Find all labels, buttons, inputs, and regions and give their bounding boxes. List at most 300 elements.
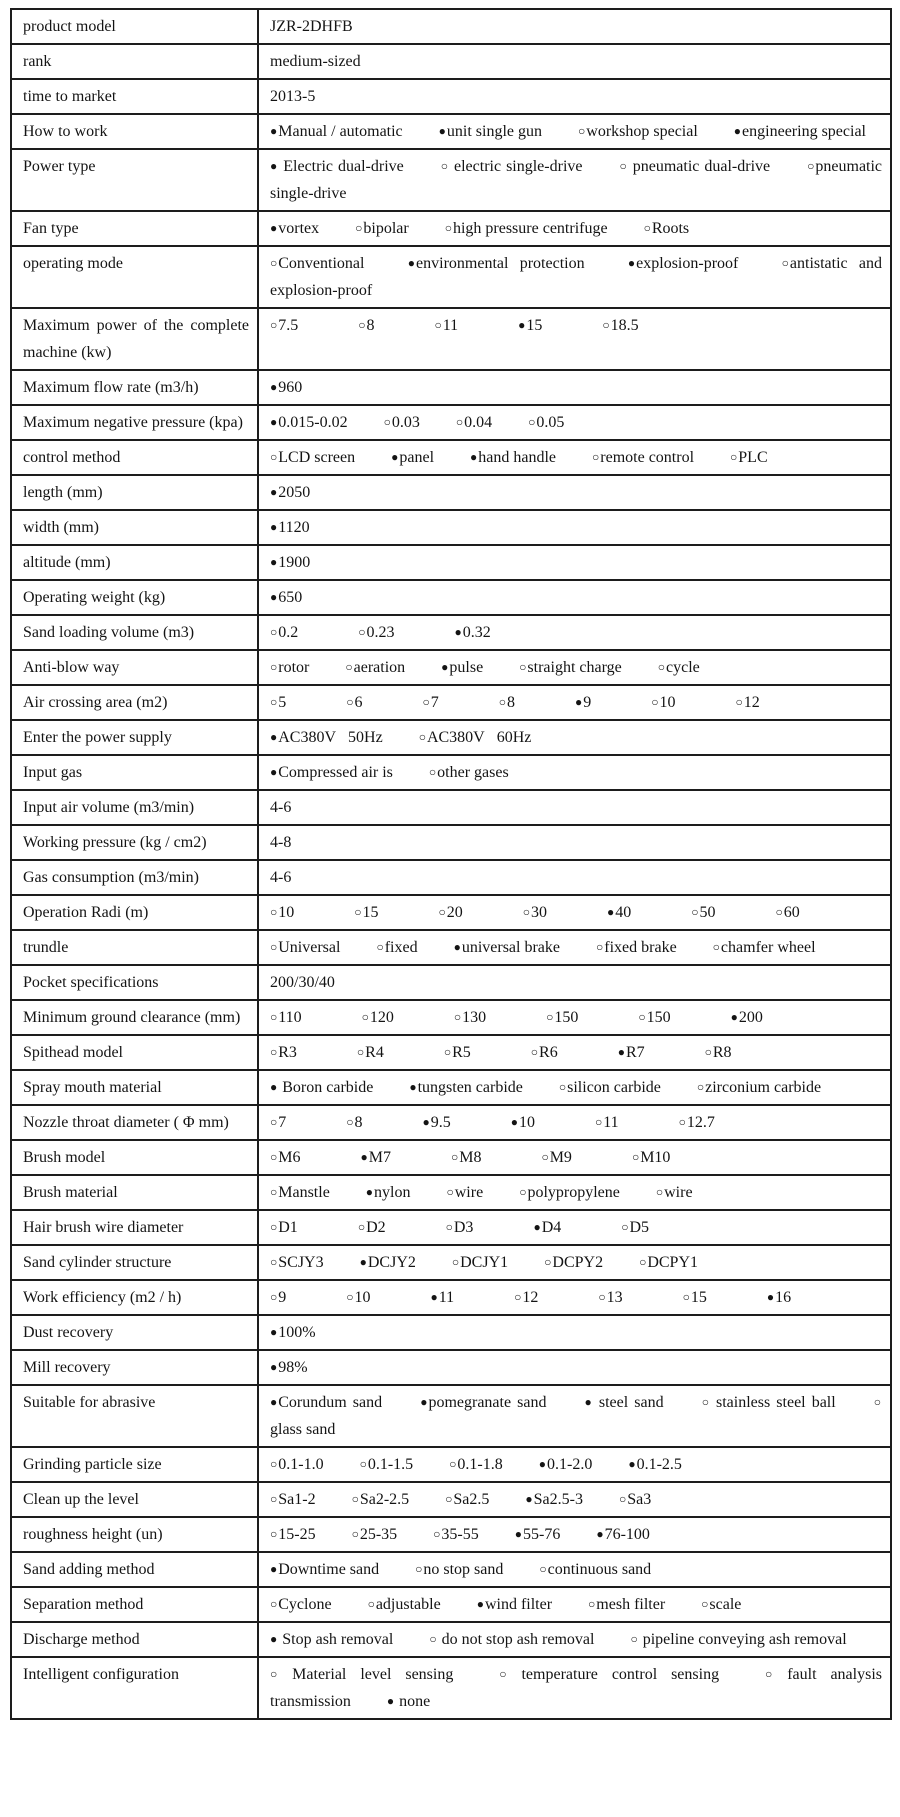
radio-unselected-icon: ○ [445,1220,453,1234]
radio-selected-icon: ● [270,555,278,569]
spec-option: ●vortex [270,220,319,237]
spec-value [258,720,891,755]
spec-option: ○aeration [345,659,405,676]
spec-option: ○DCPY2 [544,1254,603,1271]
spec-option: ● Stop ash removal [270,1631,393,1648]
radio-selected-icon: ● [270,1395,278,1409]
radio-selected-icon: ● [441,660,449,674]
table-row [11,1175,891,1210]
spec-label: Intelligent configuration [11,1657,258,1719]
spec-value [258,1245,891,1280]
spec-value [258,860,891,895]
radio-unselected-icon: ○ [270,660,278,674]
radio-selected-icon: ● [391,450,399,464]
radio-selected-icon: ● [627,256,636,270]
spec-option: ○8 [358,317,374,334]
spec-option: ○8 [499,694,515,711]
radio-unselected-icon: ○ [630,1632,638,1646]
radio-unselected-icon: ○ [701,1395,709,1409]
radio-selected-icon: ● [733,124,742,138]
radio-selected-icon: ● [476,1597,484,1611]
spec-option: ●650 [270,589,302,606]
spec-value [258,475,891,510]
spec-option: ○high pressure centrifuge [445,220,608,237]
spec-value [258,1587,891,1622]
spec-value [258,1517,891,1552]
radio-unselected-icon: ○ [453,1010,462,1024]
radio-unselected-icon: ○ [270,695,278,709]
radio-unselected-icon: ○ [592,450,600,464]
spec-label: Anti-blow way [11,650,258,685]
radio-unselected-icon: ○ [446,1185,454,1199]
spec-option: ○60 [776,904,800,921]
table-row [11,1245,891,1280]
spec-option: ●pulse [441,659,483,676]
spec-option: ○ pneumatic dual-drive [620,158,771,175]
spec-option: ○cycle [658,659,700,676]
spec-option: ○Universal [270,939,340,956]
radio-selected-icon: ● [386,1694,395,1708]
table-row [11,1350,891,1385]
radio-unselected-icon: ○ [631,1150,640,1164]
spec-value [258,1175,891,1210]
table-row [11,895,891,930]
spec-label: Maximum flow rate (m3/h) [11,370,258,405]
spec-option: ○Cyclone [270,1596,332,1613]
table-row [11,246,891,308]
spec-option: ○120 [362,1009,394,1026]
table-row [11,965,891,1000]
radio-selected-icon: ● [270,1360,278,1374]
spec-option: ○35-55 [433,1526,479,1543]
radio-selected-icon: ● [270,520,278,534]
spec-option: ●Corundum sand [270,1394,382,1411]
radio-unselected-icon: ○ [270,1220,278,1234]
table-row [11,1105,891,1140]
spec-option: ●D4 [533,1219,561,1236]
spec-option: ○ Material level sensing [270,1666,453,1683]
radio-selected-icon: ● [510,1115,518,1129]
spec-option: ○workshop special [578,123,698,140]
radio-unselected-icon: ○ [270,1527,278,1541]
table-row [11,650,891,685]
table-row [11,475,891,510]
spec-option: ○LCD screen [270,449,355,466]
spec-option: ●Sa2.5-3 [525,1491,583,1508]
radio-selected-icon: ● [409,1080,417,1094]
spec-option: ○M9 [541,1149,571,1166]
table-row [11,44,891,79]
radio-selected-icon: ● [360,1150,368,1164]
radio-unselected-icon: ○ [539,1562,547,1576]
spec-option: 4-6 [270,799,292,816]
spec-option: ○SCJY3 [270,1254,324,1271]
radio-selected-icon: ● [607,905,615,919]
radio-unselected-icon: ○ [514,1290,522,1304]
radio-unselected-icon: ○ [781,256,789,270]
spec-option: ○D2 [358,1219,386,1236]
radio-unselected-icon: ○ [443,1045,452,1059]
radio-selected-icon: ● [270,221,278,235]
radio-unselected-icon: ○ [351,1492,359,1506]
table-row [11,720,891,755]
radio-unselected-icon: ○ [429,1632,437,1646]
spec-label: Air crossing area (m2) [11,685,258,720]
spec-option: ○bipolar [355,220,409,237]
radio-unselected-icon: ○ [438,905,446,919]
spec-label: Brush material [11,1175,258,1210]
spec-value [258,211,891,246]
radio-unselected-icon: ○ [638,1010,646,1024]
spec-option: ●10 [511,1114,535,1131]
radio-selected-icon: ● [270,765,278,779]
table-row [11,1315,891,1350]
spec-option: ○6 [346,694,362,711]
spec-option: ○straight charge [519,659,622,676]
spec-label: Clean up the level [11,1482,258,1517]
spec-option: ● steel sand [585,1394,664,1411]
spec-option: ○Sa2.5 [445,1491,489,1508]
table-row [11,755,891,790]
radio-unselected-icon: ○ [530,1045,539,1059]
radio-unselected-icon: ○ [346,1290,354,1304]
table-row [11,1587,891,1622]
spec-option: 4-8 [270,834,292,851]
radio-unselected-icon: ○ [655,1185,664,1199]
spec-option: ●16 [767,1289,791,1306]
radio-unselected-icon: ○ [596,940,604,954]
radio-unselected-icon: ○ [873,1395,882,1409]
spec-option: ●engineering special [734,123,866,140]
spec-option: ○0.05 [528,414,564,431]
radio-unselected-icon: ○ [270,256,278,270]
spec-label: Nozzle throat diameter ( Φ mm) [11,1105,258,1140]
radio-unselected-icon: ○ [455,415,464,429]
spec-label: Operation Radi (m) [11,895,258,930]
radio-unselected-icon: ○ [270,905,278,919]
spec-option: ○D1 [270,1219,298,1236]
spec-value [258,1552,891,1587]
spec-value [258,308,891,370]
spec-option: ●11 [431,1289,455,1306]
spec-option: ○other gases [429,764,509,781]
spec-option: ○remote control [592,449,694,466]
radio-unselected-icon: ○ [445,1492,453,1506]
spec-option: ○5 [270,694,286,711]
spec-option: ●Downtime sand [270,1561,379,1578]
radio-unselected-icon: ○ [619,159,627,173]
spec-option: ○15-25 [270,1526,316,1543]
radio-selected-icon: ● [270,415,278,429]
spec-option: ○11 [435,317,459,334]
spec-value [258,1350,891,1385]
spec-label: control method [11,440,258,475]
spec-option: ●pomegranate sand [420,1394,546,1411]
spec-value [258,79,891,114]
table-row [11,825,891,860]
spec-option: ●explosion-proof [628,255,738,272]
spec-option: ○20 [439,904,463,921]
spec-option: ○0.03 [384,414,420,431]
radio-unselected-icon: ○ [270,1045,278,1059]
spec-label: roughness height (un) [11,1517,258,1552]
radio-unselected-icon: ○ [383,415,391,429]
spec-option: ○110 [270,1009,302,1026]
spec-label: Mill recovery [11,1350,258,1385]
table-row [11,211,891,246]
spec-option: ●0.32 [455,624,491,641]
spec-option: ○zirconium carbide [697,1079,821,1096]
table-row [11,1210,891,1245]
spec-option: ●0.015-0.02 [270,414,348,431]
spec-option: ●DCJY2 [360,1254,416,1271]
radio-unselected-icon: ○ [270,1492,278,1506]
radio-unselected-icon: ○ [449,1457,457,1471]
radio-selected-icon: ● [533,1220,541,1234]
radio-unselected-icon: ○ [451,1255,460,1269]
spec-option: ●2050 [270,484,310,501]
radio-unselected-icon: ○ [415,1562,423,1576]
radio-selected-icon: ● [766,1290,775,1304]
radio-unselected-icon: ○ [704,1045,712,1059]
spec-option: ○Conventional [270,255,364,272]
radio-selected-icon: ● [270,380,278,394]
spec-option: ●200 [731,1009,763,1026]
spec-option: ○0.1-1.5 [360,1456,414,1473]
radio-unselected-icon: ○ [701,1597,709,1611]
table-row [11,1000,891,1035]
spec-value [258,580,891,615]
spec-label: Maximum negative pressure (kpa) [11,405,258,440]
radio-selected-icon: ● [538,1457,546,1471]
radio-selected-icon: ● [270,1632,278,1646]
spec-label: Minimum ground clearance (mm) [11,1000,258,1035]
spec-option: ○DCPY1 [639,1254,698,1271]
radio-unselected-icon: ○ [735,695,743,709]
spec-label: Gas consumption (m3/min) [11,860,258,895]
spec-option: ○10 [651,694,675,711]
spec-label: Enter the power supply [11,720,258,755]
spec-option: ○30 [523,904,547,921]
spec-value [258,510,891,545]
radio-selected-icon: ● [270,1325,278,1339]
spec-option: ○7.5 [270,317,298,334]
spec-value [258,1657,891,1719]
spec-option: ●nylon [366,1184,411,1201]
radio-unselected-icon: ○ [444,221,452,235]
spec-option: ○mesh filter [588,1596,665,1613]
spec-label: Pocket specifications [11,965,258,1000]
spec-value [258,9,891,44]
radio-selected-icon: ● [584,1395,592,1409]
spec-option: ●environmental protection [408,255,585,272]
spec-value [258,1105,891,1140]
spec-label: Spray mouth material [11,1070,258,1105]
spec-label: Hair brush wire diameter [11,1210,258,1245]
radio-unselected-icon: ○ [528,415,536,429]
spec-option: ○chamfer wheel [713,939,816,956]
spec-option: ●universal brake [454,939,560,956]
radio-selected-icon: ● [518,318,526,332]
radio-unselected-icon: ○ [696,1080,705,1094]
spec-option: ○Roots [644,220,690,237]
radio-unselected-icon: ○ [691,905,699,919]
radio-unselected-icon: ○ [355,221,363,235]
spec-option: ○R8 [705,1044,732,1061]
spec-option: ○7 [423,694,439,711]
table-row [11,114,891,149]
radio-selected-icon: ● [470,450,478,464]
radio-unselected-icon: ○ [639,1255,647,1269]
radio-selected-icon: ● [596,1527,604,1541]
spec-value [258,825,891,860]
spec-option: ● none [387,1693,430,1710]
spec-option: ●M7 [360,1149,390,1166]
radio-unselected-icon: ○ [621,1220,629,1234]
radio-selected-icon: ● [270,124,278,138]
table-row [11,440,891,475]
radio-unselected-icon: ○ [440,159,448,173]
radio-unselected-icon: ○ [270,1185,278,1199]
spec-option: JZR-2DHFB [270,18,353,35]
spec-value [258,1280,891,1315]
spec-value [258,1315,891,1350]
spec-option: ○polypropylene [519,1184,620,1201]
spec-option: ●R7 [618,1044,645,1061]
spec-value [258,246,891,308]
spec-option: ●1900 [270,554,310,571]
spec-option: ○7 [270,1114,286,1131]
radio-selected-icon: ● [270,1562,278,1576]
spec-option: ○continuous sand [539,1561,651,1578]
radio-selected-icon: ● [359,1255,367,1269]
table-row [11,685,891,720]
spec-option: ○15 [354,904,378,921]
radio-unselected-icon: ○ [418,730,426,744]
table-row [11,370,891,405]
spec-option: ○0.1-1.0 [270,1456,324,1473]
spec-value [258,545,891,580]
spec-label: Suitable for abrasive [11,1385,258,1447]
radio-selected-icon: ● [270,159,278,173]
spec-option: 2013-5 [270,88,316,105]
spec-option: ○11 [595,1114,619,1131]
spec-option: ●0.1-2.5 [628,1456,682,1473]
radio-unselected-icon: ○ [775,905,783,919]
spec-option: ●1120 [270,519,310,536]
radio-unselected-icon: ○ [730,450,738,464]
spec-option: ○50 [691,904,715,921]
spec-value [258,615,891,650]
radio-unselected-icon: ○ [598,1290,606,1304]
table-row [11,510,891,545]
radio-unselected-icon: ○ [270,450,278,464]
radio-unselected-icon: ○ [712,940,720,954]
spec-option: ○fixed brake [596,939,677,956]
spec-option: ○13 [598,1289,622,1306]
spec-option: ●panel [391,449,434,466]
radio-unselected-icon: ○ [643,221,651,235]
radio-unselected-icon: ○ [558,1080,567,1094]
radio-unselected-icon: ○ [546,1010,554,1024]
spec-option: ○ electric single-drive [441,158,583,175]
spec-value [258,930,891,965]
spec-value [258,405,891,440]
spec-option: ○Sa1-2 [270,1491,316,1508]
radio-unselected-icon: ○ [359,1457,367,1471]
radio-selected-icon: ● [270,1080,278,1094]
radio-unselected-icon: ○ [376,940,384,954]
spec-option: ○ stainless steel ball [702,1394,836,1411]
table-row [11,790,891,825]
spec-value [258,685,891,720]
radio-unselected-icon: ○ [357,1220,366,1234]
radio-unselected-icon: ○ [595,1115,603,1129]
spec-option: ○M8 [451,1149,481,1166]
spec-label: Work efficiency (m2 / h) [11,1280,258,1315]
spec-option: ●Compressed air is [270,764,393,781]
spec-option: ○25-35 [352,1526,398,1543]
spec-label: rank [11,44,258,79]
spec-option: ●76-100 [596,1526,650,1543]
spec-label: Operating weight (kg) [11,580,258,615]
spec-option: ○18.5 [602,317,638,334]
spec-option: ○R5 [444,1044,471,1061]
spec-option: medium-sized [270,53,361,70]
radio-selected-icon: ● [617,1045,625,1059]
spec-option: ○scale [701,1596,741,1613]
radio-selected-icon: ● [270,730,278,744]
spec-value [258,1035,891,1070]
radio-unselected-icon: ○ [544,1255,552,1269]
spec-table [10,8,892,1720]
radio-selected-icon: ● [420,1395,428,1409]
radio-unselected-icon: ○ [361,1010,369,1024]
spec-option: ○ do not stop ash removal [429,1631,594,1648]
spec-label: time to market [11,79,258,114]
radio-unselected-icon: ○ [433,1527,441,1541]
radio-unselected-icon: ○ [346,695,354,709]
spec-option: ○DCJY1 [452,1254,508,1271]
spec-label: Discharge method [11,1622,258,1657]
spec-value [258,44,891,79]
spec-option: ○10 [346,1289,370,1306]
spec-option: ● Boron carbide [270,1079,373,1096]
table-row [11,1385,891,1447]
spec-option: ○0.23 [358,624,394,641]
spec-label: Input gas [11,755,258,790]
table-row [11,615,891,650]
spec-option: ○130 [454,1009,486,1026]
radio-selected-icon: ● [514,1527,522,1541]
spec-option: ●Manual / automatic [270,123,403,140]
radio-unselected-icon: ○ [519,1185,527,1199]
spec-value [258,1385,891,1447]
table-row [11,1552,891,1587]
radio-unselected-icon: ○ [358,625,366,639]
spec-value [258,755,891,790]
spec-option: ○D3 [446,1219,474,1236]
spec-option: ●tungsten carbide [409,1079,523,1096]
spec-label: altitude (mm) [11,545,258,580]
spec-option: ○AC380V 60Hz [419,729,532,746]
radio-selected-icon: ● [525,1492,533,1506]
spec-option: ○15 [683,1289,707,1306]
spec-option: ○R4 [357,1044,384,1061]
table-row [11,545,891,580]
radio-selected-icon: ● [453,940,461,954]
radio-unselected-icon: ○ [358,318,366,332]
